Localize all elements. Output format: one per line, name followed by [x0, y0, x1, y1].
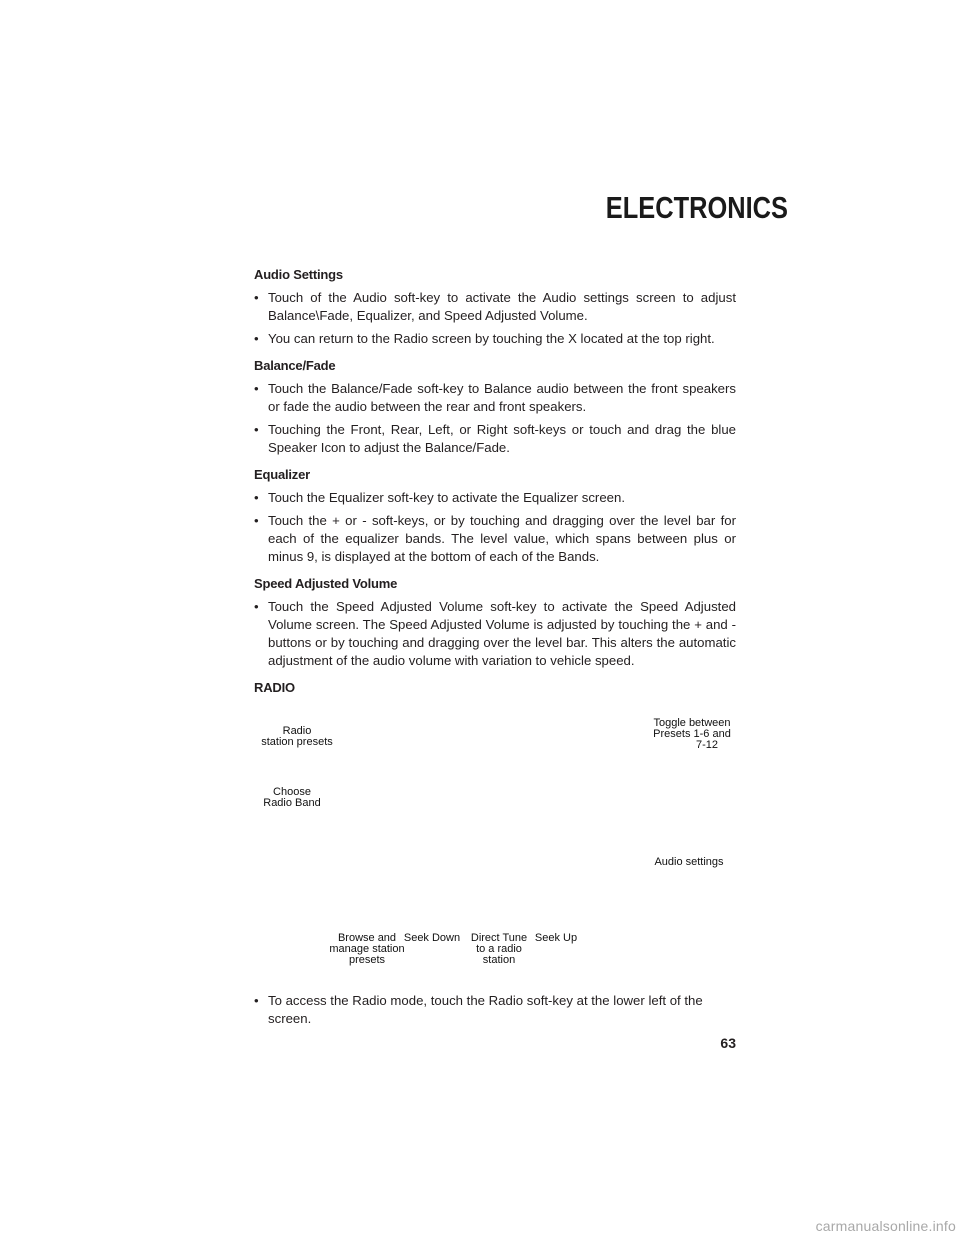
- page-number: 63: [720, 1035, 736, 1051]
- heading-equalizer: Equalizer: [254, 467, 310, 482]
- content-body: [254, 266, 736, 702]
- callout-seek-down: Seek Down: [403, 932, 461, 944]
- bullet-balance-1: • Touch the Balance/Fade soft-key to Balance audio between the front speakers or fade the audio between the rear and front speakers.: [254, 380, 736, 416]
- section-title: ELECTRONICS: [605, 190, 788, 225]
- bullet-audio-2: • You can return to the Radio screen by touching the X located at the top right.: [254, 330, 736, 348]
- bullet-speed-1: • Touch the Speed Adjusted Volume soft-key to activate the Speed Adjusted Volume screen. The Speed Adjusted Volume is adjusted by touching the + and - buttons or by touching and dragging over the level bar. This alters the automatic adjustment of the audio volume with variation to vehicle speed.: [254, 598, 736, 670]
- bullet-equalizer-2: • Touch the + or - soft-keys, or by touching and dragging over the level bar for each of the equalizer bands. The level value, which spans between plus or minus 9, is displayed at the bottom of each of the Bands.: [254, 512, 736, 566]
- heading-audio-settings: Audio Settings: [254, 267, 343, 282]
- heading-radio: RADIO: [254, 680, 295, 695]
- callout-browse-presets: Browse and manage station presets: [329, 932, 405, 966]
- callout-seek-up: Seek Up: [534, 932, 578, 944]
- bullet-audio-1: • Touch of the Audio soft-key to activate the Audio settings screen to adjust Balance\Fade, Equalizer, and Speed Adjusted Volume.: [254, 289, 736, 325]
- bullet-equalizer-1: • Touch the Equalizer soft-key to activate the Equalizer screen.: [254, 489, 736, 507]
- heading-speed-adjusted-volume: Speed Adjusted Volume: [254, 576, 398, 591]
- watermark: carmanualsonline.info: [815, 1218, 956, 1234]
- callout-choose-band: Choose Radio Band: [263, 786, 321, 809]
- callout-direct-tune: Direct Tune to a radio station: [470, 932, 528, 966]
- callout-toggle-presets: Toggle between Presets 1-6 and 7-12: [653, 717, 731, 751]
- bullet-balance-2: • Touching the Front, Rear, Left, or Right soft-keys or touch and drag the blue Speaker Icon to adjust the Balance/Fade.: [254, 421, 736, 457]
- callout-station-presets: Radio station presets: [261, 725, 333, 748]
- bullet-radio-access: • To access the Radio mode, touch the Radio soft-key at the lower left of the screen.: [254, 992, 736, 1028]
- callout-audio-settings: Audio settings: [654, 856, 724, 868]
- heading-balance-fade: Balance/Fade: [254, 358, 336, 373]
